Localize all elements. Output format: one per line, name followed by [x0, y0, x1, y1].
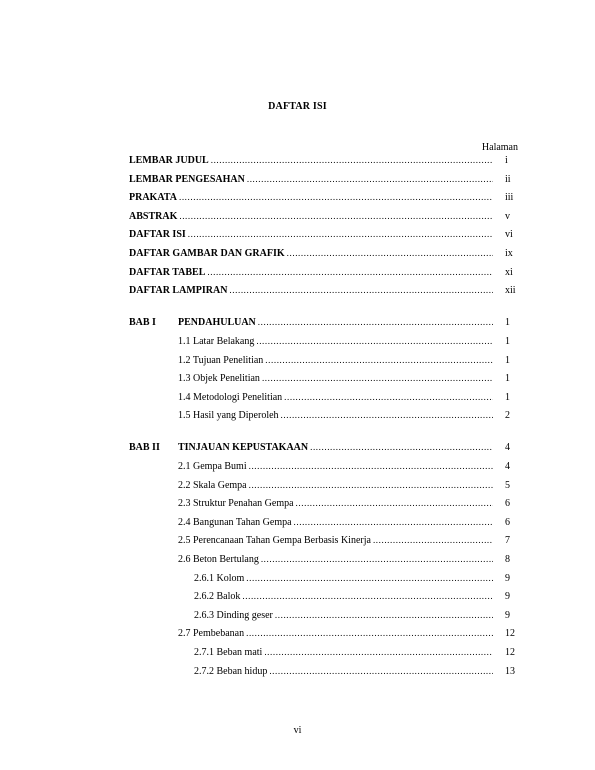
dot-leader	[247, 172, 493, 186]
entry-label: DAFTAR LAMPIRAN	[129, 285, 228, 297]
dot-leader	[373, 533, 493, 547]
toc-entry-section[interactable]	[129, 515, 519, 529]
entry-label: TINJAUAN KEPUSTAKAAN	[178, 442, 309, 454]
toc-entry-front-matter[interactable]	[129, 265, 519, 279]
entry-page-number: 6	[505, 516, 510, 528]
entry-label: 2.7.2 Beban hidup	[194, 665, 268, 677]
entry-page-number: iii	[505, 192, 514, 204]
toc-entry-subsection[interactable]	[129, 608, 519, 622]
entry-page-number: 9	[505, 572, 510, 584]
entry-page-number: 1	[505, 373, 510, 385]
toc-entry-front-matter[interactable]	[129, 190, 519, 204]
dot-leader	[229, 283, 493, 297]
toc-entry-section[interactable]	[129, 334, 519, 348]
entry-label: LEMBAR PENGESAHAN	[129, 173, 245, 185]
toc-entry-section[interactable]	[129, 496, 519, 510]
entry-label: 1.4 Metodologi Penelitian	[178, 391, 283, 403]
dot-leader	[281, 408, 493, 422]
dot-leader	[264, 645, 493, 659]
entry-page-number: v	[505, 210, 510, 222]
dot-leader	[179, 190, 493, 204]
entry-label: 1.2 Tujuan Penelitian	[178, 354, 264, 366]
toc-entry-section[interactable]	[129, 552, 519, 566]
entry-label: DAFTAR TABEL	[129, 266, 206, 278]
page-column-header: Halaman	[481, 142, 518, 153]
toc-entry-section[interactable]	[129, 353, 519, 367]
entry-label: 2.6 Beton Bertulang	[178, 554, 259, 565]
entry-page-number: 6	[505, 498, 510, 510]
entry-page-number: xi	[505, 266, 513, 278]
toc-entry-section[interactable]	[129, 626, 519, 640]
entry-label: PENDAHULUAN	[178, 317, 256, 329]
dot-leader	[310, 440, 493, 454]
dot-leader	[211, 153, 493, 167]
entry-page-number: 1	[505, 317, 510, 329]
toc-entry-section[interactable]	[129, 459, 519, 473]
toc-entry-front-matter[interactable]	[129, 172, 519, 186]
entry-label: 2.5 Perencanaan Tahan Gempa Berbasis Kinerja	[178, 535, 371, 547]
entry-label: 2.3 Struktur Penahan Gempa	[178, 498, 294, 510]
dot-leader	[287, 246, 493, 260]
entry-page-number: ii	[505, 173, 511, 185]
entry-label: 2.7 Pembebanan	[178, 628, 245, 640]
entry-page-number: i	[505, 155, 508, 166]
dot-leader	[249, 478, 493, 492]
toc-entry-section[interactable]	[129, 371, 519, 385]
entry-label: 1.3 Objek Penelitian	[178, 373, 260, 385]
dot-leader	[207, 265, 493, 279]
dot-leader	[269, 664, 493, 678]
entry-label: 2.1 Gempa Bumi	[178, 461, 247, 472]
dot-leader	[265, 353, 493, 367]
entry-page-number: ix	[505, 248, 513, 259]
page-title: DAFTAR ISI	[268, 101, 327, 112]
entry-page-number: 4	[505, 442, 510, 454]
entry-label: 2.6.2 Balok	[194, 591, 241, 603]
entry-label: 2.6.3 Dinding geser	[194, 609, 273, 621]
entry-page-number: 7	[505, 535, 510, 547]
dot-leader	[188, 227, 493, 241]
dot-leader	[294, 515, 493, 529]
toc-entry-subsection[interactable]	[129, 645, 519, 659]
entry-page-number: 12	[505, 628, 515, 640]
dot-leader	[246, 626, 493, 640]
entry-page-number: 12	[505, 647, 515, 658]
dot-leader	[296, 496, 493, 510]
dot-leader	[179, 209, 493, 223]
toc-entry-section[interactable]	[129, 390, 519, 404]
page-number: vi	[293, 725, 302, 736]
toc-entry-front-matter[interactable]	[129, 153, 519, 167]
entry-page-number: 8	[505, 554, 510, 565]
dot-leader	[261, 552, 493, 566]
entry-page-number: 2	[505, 410, 510, 422]
toc-entry-section[interactable]	[129, 533, 519, 547]
dot-leader	[275, 608, 493, 622]
dot-leader	[242, 589, 493, 603]
entry-label: ABSTRAK	[129, 210, 178, 222]
toc-entry-subsection[interactable]	[129, 571, 519, 585]
dot-leader	[258, 315, 493, 329]
entry-page-number: 13	[505, 665, 515, 677]
entry-label: 2.4 Bangunan Tahan Gempa	[178, 516, 292, 528]
entry-page-number: 1	[505, 335, 510, 347]
toc-entry-section[interactable]	[129, 478, 519, 492]
entry-label: DAFTAR GAMBAR DAN GRAFIK	[129, 248, 285, 259]
dot-leader	[256, 334, 493, 348]
toc-entry-subsection[interactable]	[129, 664, 519, 678]
chapter-number: BAB II	[129, 442, 160, 454]
entry-label: 1.5 Hasil yang Diperoleh	[178, 410, 279, 422]
toc-entry-front-matter[interactable]	[129, 246, 519, 260]
chapter-number: BAB I	[129, 317, 156, 329]
toc-entry-subsection[interactable]	[129, 589, 519, 603]
toc-entry-chapter[interactable]	[129, 440, 519, 454]
entry-label: 2.2 Skala Gempa	[178, 479, 247, 491]
entry-page-number: 1	[505, 391, 510, 403]
dot-leader	[262, 371, 493, 385]
entry-label: 1.1 Latar Belakang	[178, 335, 255, 347]
entry-page-number: vi	[505, 229, 513, 241]
dot-leader	[249, 459, 493, 473]
toc-entry-chapter[interactable]	[129, 315, 519, 329]
toc-entry-front-matter[interactable]	[129, 283, 519, 297]
toc-entry-front-matter[interactable]	[129, 209, 519, 223]
toc-entry-front-matter[interactable]	[129, 227, 519, 241]
entry-label: DAFTAR ISI	[129, 229, 186, 241]
entry-page-number: 9	[505, 591, 510, 603]
entry-label: 2.7.1 Beban mati	[194, 647, 263, 658]
entry-page-number: 4	[505, 461, 510, 472]
entry-label: PRAKATA	[129, 192, 177, 204]
toc-entry-section[interactable]	[129, 408, 519, 422]
entry-page-number: 1	[505, 354, 510, 366]
dot-leader	[246, 571, 493, 585]
entry-label: LEMBAR JUDUL	[129, 155, 209, 166]
dot-leader	[284, 390, 493, 404]
entry-page-number: xii	[505, 285, 516, 297]
entry-page-number: 5	[505, 479, 510, 491]
entry-page-number: 9	[505, 609, 510, 621]
entry-label: 2.6.1 Kolom	[194, 572, 245, 584]
